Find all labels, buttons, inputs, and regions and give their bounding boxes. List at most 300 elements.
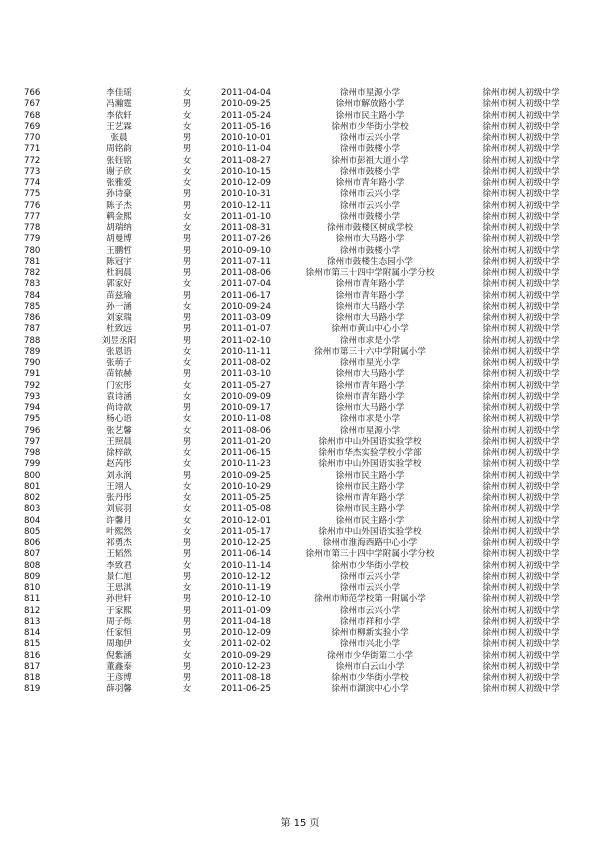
student-name: 王艺霖 [106, 121, 132, 132]
student-gender: 男 [182, 594, 192, 605]
primary-school: 徐州市鼓楼小学 [339, 144, 401, 155]
primary-school: 徐州市云兴小学 [339, 133, 401, 143]
primary-school: 徐州市鼓楼小学 [339, 245, 401, 256]
birth-date: 2010-12-10 [221, 594, 271, 605]
primary-school: 徐州市中山外国语实验学校 [318, 526, 422, 537]
middle-school: 徐州市树人初级中学 [482, 178, 560, 188]
table-row [0, 583, 600, 594]
student-gender: 男 [182, 628, 192, 638]
birth-date: 2011-03-10 [221, 369, 271, 380]
middle-school: 徐州市树人初级中学 [482, 448, 560, 458]
middle-school: 徐州市树人初级中学 [482, 493, 560, 503]
student-gender: 女 [182, 391, 192, 402]
student-gender: 女 [182, 358, 192, 368]
table-row [0, 459, 600, 470]
birth-date: 2011-01-09 [221, 605, 271, 616]
student-name: 孙一涵 [106, 301, 132, 312]
table-row [0, 234, 600, 245]
student-name: 冯瀚霆 [106, 99, 132, 110]
student-gender: 男 [182, 313, 192, 323]
student-gender: 男 [182, 290, 192, 301]
row-number: 801 [24, 481, 41, 492]
student-name: 许馨月 [106, 515, 132, 526]
student-name: 刘永润 [106, 470, 132, 481]
primary-school: 徐州市祥和小学 [339, 616, 401, 627]
birth-date: 2010-12-09 [221, 628, 271, 638]
primary-school: 徐州市青年路小学 [335, 493, 405, 503]
row-number: 803 [24, 504, 41, 515]
middle-school: 徐州市树人初级中学 [482, 538, 560, 548]
student-gender: 男 [182, 661, 192, 672]
birth-date: 2011-08-31 [221, 223, 271, 233]
student-name: 孙诗豪 [106, 189, 132, 200]
middle-school: 徐州市树人初级中学 [482, 335, 560, 346]
middle-school: 徐州市树人初级中学 [482, 414, 560, 425]
table-row [0, 122, 600, 133]
student-name: 张艺馨 [106, 425, 132, 436]
student-name: 王翊人 [106, 481, 132, 492]
row-number: 780 [24, 245, 41, 256]
table-row [0, 414, 600, 425]
table-row [0, 268, 600, 279]
primary-school: 徐州市青年路小学 [335, 290, 405, 301]
student-gender: 女 [182, 425, 192, 436]
birth-date: 2011-06-17 [221, 290, 271, 301]
primary-school: 徐州市大马路小学 [335, 313, 405, 323]
primary-school: 徐州市民主路小学 [335, 481, 405, 492]
middle-school: 徐州市树人初级中学 [482, 616, 560, 627]
row-number: 766 [24, 88, 41, 98]
birth-date: 2011-05-25 [221, 493, 271, 503]
primary-school: 徐州市柳新实验小学 [331, 628, 409, 638]
middle-school: 徐州市树人初级中学 [482, 380, 560, 391]
primary-school: 徐州市鼓楼小学 [339, 166, 401, 177]
student-name: 李依轩 [106, 110, 132, 121]
birth-date: 2010-11-23 [221, 459, 271, 470]
row-number: 818 [24, 673, 41, 683]
birth-date: 2010-09-09 [221, 391, 271, 402]
row-number: 788 [24, 335, 41, 346]
primary-school: 徐州市星源小学 [339, 425, 401, 436]
primary-school: 徐州市民主路小学 [335, 515, 405, 526]
student-name: 任家恒 [106, 628, 132, 638]
birth-date: 2010-09-25 [221, 99, 271, 110]
primary-school: 徐州市第三十四中学附属小学分校 [305, 549, 435, 560]
student-name: 李致君 [106, 560, 132, 571]
primary-school: 徐州市星光小学 [339, 358, 401, 368]
student-gender: 男 [182, 436, 192, 447]
student-gender: 男 [182, 470, 192, 481]
row-number: 768 [24, 110, 41, 121]
student-name: 谢子欣 [106, 166, 132, 177]
student-gender: 女 [182, 380, 192, 391]
student-name: 王照晨 [106, 436, 132, 447]
row-number: 802 [24, 493, 41, 503]
row-number: 790 [24, 358, 41, 368]
student-gender: 女 [182, 583, 192, 593]
primary-school: 徐州市华杰实验学校小学部 [318, 448, 422, 458]
middle-school: 徐州市树人初级中学 [482, 639, 560, 650]
birth-date: 2011-07-26 [221, 234, 271, 245]
student-gender: 女 [182, 223, 192, 233]
student-gender: 女 [182, 346, 192, 357]
table-row [0, 527, 600, 538]
primary-school: 徐州市鼓楼生态园小学 [327, 256, 413, 267]
student-name: 杨心语 [106, 414, 132, 425]
birth-date: 2010-12-11 [221, 200, 271, 211]
student-name: 王韬然 [106, 549, 132, 560]
middle-school: 徐州市树人初级中学 [482, 504, 560, 515]
middle-school: 徐州市树人初级中学 [482, 121, 560, 132]
row-number: 793 [24, 391, 41, 402]
birth-date: 2010-12-23 [221, 661, 271, 672]
middle-school: 徐州市树人初级中学 [482, 144, 560, 155]
middle-school: 徐州市树人初级中学 [482, 133, 560, 143]
row-number: 806 [24, 538, 41, 548]
student-name: 董鑫泰 [106, 661, 132, 672]
birth-date: 2010-10-15 [221, 166, 271, 177]
table-row [0, 684, 600, 695]
birth-date: 2011-07-11 [221, 256, 271, 267]
table-row [0, 448, 600, 459]
table-row [0, 493, 600, 504]
table-row [0, 639, 600, 650]
birth-date: 2010-11-08 [221, 414, 271, 425]
student-name: 周子烁 [106, 616, 132, 627]
student-gender: 男 [182, 200, 192, 211]
student-gender: 男 [182, 673, 192, 683]
table-row [0, 133, 600, 144]
table-row [0, 437, 600, 448]
table-row [0, 313, 600, 324]
row-number: 767 [24, 99, 41, 110]
student-name: 郭家好 [106, 279, 132, 290]
student-gender: 男 [182, 571, 192, 582]
table-row [0, 324, 600, 335]
birth-date: 2010-09-17 [221, 403, 271, 413]
student-name: 祁勇杰 [106, 538, 132, 548]
primary-school: 徐州市第三十四中学附属小学分校 [305, 268, 435, 278]
birth-date: 2011-08-02 [221, 358, 271, 368]
student-name: 张钰铭 [106, 155, 132, 166]
birth-date: 2011-07-04 [221, 279, 271, 290]
row-number: 797 [24, 436, 41, 447]
row-number: 819 [24, 684, 41, 695]
student-name: 鹌金熙 [106, 211, 132, 222]
table-row [0, 617, 600, 628]
student-gender: 女 [182, 110, 192, 121]
table-row [0, 88, 600, 99]
primary-school: 徐州市中山外国语实验学校 [318, 436, 422, 447]
table-row [0, 223, 600, 234]
middle-school: 徐州市树人初级中学 [482, 358, 560, 368]
table-row [0, 516, 600, 527]
row-number: 810 [24, 583, 41, 593]
birth-date: 2010-09-10 [221, 245, 271, 256]
student-name: 苗铱赫 [106, 369, 132, 380]
student-gender: 女 [182, 279, 192, 290]
row-number: 779 [24, 234, 41, 245]
middle-school: 徐州市树人初级中学 [482, 571, 560, 582]
student-gender: 女 [182, 301, 192, 312]
birth-date: 2010-10-31 [221, 189, 271, 200]
student-gender: 女 [182, 650, 192, 661]
table-row [0, 651, 600, 662]
birth-date: 2010-10-01 [221, 133, 271, 143]
row-number: 798 [24, 448, 41, 458]
student-name: 刘昱丞阳 [101, 335, 137, 346]
middle-school: 徐州市树人初级中学 [482, 594, 560, 605]
birth-date: 2010-12-01 [221, 515, 271, 526]
student-gender: 男 [182, 268, 192, 278]
row-number: 808 [24, 560, 41, 571]
birth-date: 2010-12-09 [221, 178, 271, 188]
birth-date: 2011-05-27 [221, 380, 271, 391]
birth-date: 2011-01-07 [221, 324, 271, 335]
student-gender: 女 [182, 88, 192, 98]
primary-school: 徐州市民主路小学 [335, 470, 405, 481]
primary-school: 徐州市彭祖大道小学 [331, 155, 409, 166]
student-gender: 女 [182, 166, 192, 177]
student-name: 刘家瑞 [106, 313, 132, 323]
birth-date: 2010-12-25 [221, 538, 271, 548]
table-row [0, 291, 600, 302]
primary-school: 徐州市云兴小学 [339, 605, 401, 616]
middle-school: 徐州市树人初级中学 [482, 515, 560, 526]
birth-date: 2011-06-25 [221, 684, 271, 695]
row-number: 812 [24, 605, 41, 616]
primary-school: 徐州市黄山中心小学 [331, 324, 409, 335]
student-name: 叶熙然 [106, 526, 132, 537]
row-number: 778 [24, 223, 41, 233]
birth-date: 2010-11-11 [221, 346, 271, 357]
row-number: 816 [24, 650, 41, 661]
student-name: 张晨 [110, 133, 128, 143]
student-gender: 男 [182, 189, 192, 200]
table-row [0, 189, 600, 200]
row-number: 774 [24, 178, 41, 188]
middle-school: 徐州市树人初级中学 [482, 526, 560, 537]
middle-school: 徐州市树人初级中学 [482, 279, 560, 290]
primary-school: 徐州市求是小学 [339, 414, 401, 425]
table-row [0, 426, 600, 437]
birth-date: 2011-02-02 [221, 639, 271, 650]
row-number: 781 [24, 256, 41, 267]
primary-school: 徐州市青年路小学 [335, 279, 405, 290]
middle-school: 徐州市树人初级中学 [482, 650, 560, 661]
primary-school: 徐州市青年路小学 [335, 178, 405, 188]
student-name: 薛羽馨 [106, 684, 132, 695]
birth-date: 2011-05-08 [221, 504, 271, 515]
middle-school: 徐州市树人初级中学 [482, 324, 560, 335]
student-gender: 男 [182, 616, 192, 627]
row-number: 782 [24, 268, 41, 278]
row-number: 799 [24, 459, 41, 470]
table-row [0, 201, 600, 212]
student-gender: 女 [182, 481, 192, 492]
middle-school: 徐州市树人初级中学 [482, 470, 560, 481]
student-name: 袁诗涵 [106, 391, 132, 402]
student-name: 尚诗歆 [106, 403, 132, 413]
primary-school: 徐州市少华街第二小学 [327, 650, 413, 661]
student-name: 王思淇 [106, 583, 132, 593]
table-row [0, 628, 600, 639]
row-number: 784 [24, 290, 41, 301]
table-row [0, 167, 600, 178]
primary-school: 徐州市青年路小学 [335, 380, 405, 391]
middle-school: 徐州市树人初级中学 [482, 301, 560, 312]
row-number: 794 [24, 403, 41, 413]
birth-date: 2011-06-14 [221, 549, 271, 560]
row-number: 817 [24, 661, 41, 672]
middle-school: 徐州市树人初级中学 [482, 223, 560, 233]
student-gender: 女 [182, 459, 192, 470]
row-number: 771 [24, 144, 41, 155]
middle-school: 徐州市树人初级中学 [482, 403, 560, 413]
table-row [0, 358, 600, 369]
middle-school: 徐州市树人初级中学 [482, 673, 560, 683]
row-number: 800 [24, 470, 41, 481]
student-name: 张丹彤 [106, 493, 132, 503]
student-gender: 男 [182, 245, 192, 256]
birth-date: 2011-05-16 [221, 121, 271, 132]
middle-school: 徐州市树人初级中学 [482, 313, 560, 323]
middle-school: 徐州市树人初级中学 [482, 583, 560, 593]
student-gender: 女 [182, 684, 192, 695]
student-name: 杜致远 [106, 324, 132, 335]
middle-school: 徐州市树人初级中学 [482, 560, 560, 571]
student-name: 景仁旭 [106, 571, 132, 582]
birth-date: 2011-05-17 [221, 526, 271, 537]
table-row [0, 594, 600, 605]
student-name: 杜润晨 [106, 268, 132, 278]
middle-school: 徐州市树人初级中学 [482, 155, 560, 166]
row-number: 809 [24, 571, 41, 582]
middle-school: 徐州市树人初级中学 [482, 234, 560, 245]
student-name: 赵芮彤 [106, 459, 132, 470]
middle-school: 徐州市树人初级中学 [482, 661, 560, 672]
middle-school: 徐州市树人初级中学 [482, 290, 560, 301]
birth-date: 2011-08-06 [221, 425, 271, 436]
row-number: 785 [24, 301, 41, 312]
row-number: 791 [24, 369, 41, 380]
middle-school: 徐州市树人初级中学 [482, 684, 560, 695]
table-row [0, 347, 600, 358]
row-number: 789 [24, 346, 41, 357]
birth-date: 2011-08-06 [221, 268, 271, 278]
student-name: 刘宸羽 [106, 504, 132, 515]
primary-school: 徐州市青年路小学 [335, 391, 405, 402]
table-row [0, 99, 600, 110]
student-table [0, 88, 600, 696]
middle-school: 徐州市树人初级中学 [482, 605, 560, 616]
table-row [0, 156, 600, 167]
table-row [0, 572, 600, 583]
middle-school: 徐州市树人初级中学 [482, 425, 560, 436]
primary-school: 徐州市云兴小学 [339, 583, 401, 593]
table-row [0, 302, 600, 313]
birth-date: 2010-12-12 [221, 571, 271, 582]
middle-school: 徐州市树人初级中学 [482, 628, 560, 638]
table-row [0, 111, 600, 122]
row-number: 795 [24, 414, 41, 425]
primary-school: 徐州市大马路小学 [335, 301, 405, 312]
primary-school: 徐州市少华街小学校 [331, 560, 409, 571]
primary-school: 徐州市第三十六中学附属小学 [314, 346, 426, 357]
row-number: 811 [24, 594, 41, 605]
student-name: 李佳瑶 [106, 88, 132, 98]
primary-school: 徐州市鼓楼区树成学校 [327, 223, 413, 233]
middle-school: 徐州市树人初级中学 [482, 88, 560, 98]
row-number: 804 [24, 515, 41, 526]
row-number: 775 [24, 189, 41, 200]
table-row [0, 673, 600, 684]
primary-school: 徐州市湖滨中心小学 [331, 684, 409, 695]
primary-school: 徐州市云兴小学 [339, 571, 401, 582]
row-number: 796 [24, 425, 41, 436]
middle-school: 徐州市树人初级中学 [482, 166, 560, 177]
birth-date: 2011-01-20 [221, 436, 271, 447]
middle-school: 徐州市树人初级中学 [482, 245, 560, 256]
birth-date: 2011-04-04 [221, 88, 271, 98]
student-name: 王鹏哲 [106, 245, 132, 256]
table-row [0, 504, 600, 515]
student-gender: 女 [182, 414, 192, 425]
row-number: 786 [24, 313, 41, 323]
table-row [0, 144, 600, 155]
table-row [0, 381, 600, 392]
birth-date: 2010-11-14 [221, 560, 271, 571]
student-gender: 男 [182, 538, 192, 548]
student-name: 陈子杰 [106, 200, 132, 211]
birth-date: 2011-01-10 [221, 211, 271, 222]
middle-school: 徐州市树人初级中学 [482, 211, 560, 222]
student-gender: 女 [182, 211, 192, 222]
birth-date: 2010-09-29 [221, 650, 271, 661]
student-gender: 女 [182, 155, 192, 166]
student-gender: 女 [182, 448, 192, 458]
student-name: 门宏彤 [106, 380, 132, 391]
primary-school: 徐州市星源小学 [339, 88, 401, 98]
primary-school: 徐州市鼓楼小学 [339, 211, 401, 222]
middle-school: 徐州市树人初级中学 [482, 268, 560, 278]
table-row [0, 561, 600, 572]
student-gender: 男 [182, 133, 192, 143]
middle-school: 徐州市树人初级中学 [482, 459, 560, 470]
student-gender: 男 [182, 549, 192, 560]
primary-school: 徐州市师范学校第一附属小学 [314, 594, 426, 605]
primary-school: 徐州市兴北小学 [339, 639, 401, 650]
table-row [0, 212, 600, 223]
middle-school: 徐州市树人初级中学 [482, 369, 560, 380]
birth-date: 2011-04-18 [221, 616, 271, 627]
table-row [0, 538, 600, 549]
primary-school: 徐州市大马路小学 [335, 369, 405, 380]
row-number: 792 [24, 380, 41, 391]
student-gender: 女 [182, 504, 192, 515]
table-row [0, 178, 600, 189]
student-gender: 男 [182, 234, 192, 245]
middle-school: 徐州市树人初级中学 [482, 391, 560, 402]
student-name: 倪紫涵 [106, 650, 132, 661]
birth-date: 2011-06-15 [221, 448, 271, 458]
student-gender: 男 [182, 99, 192, 110]
student-name: 徐梓歆 [106, 448, 132, 458]
student-name: 张恩语 [106, 346, 132, 357]
primary-school: 徐州市少华街小学校 [331, 121, 409, 132]
row-number: 773 [24, 166, 41, 177]
table-row [0, 403, 600, 414]
